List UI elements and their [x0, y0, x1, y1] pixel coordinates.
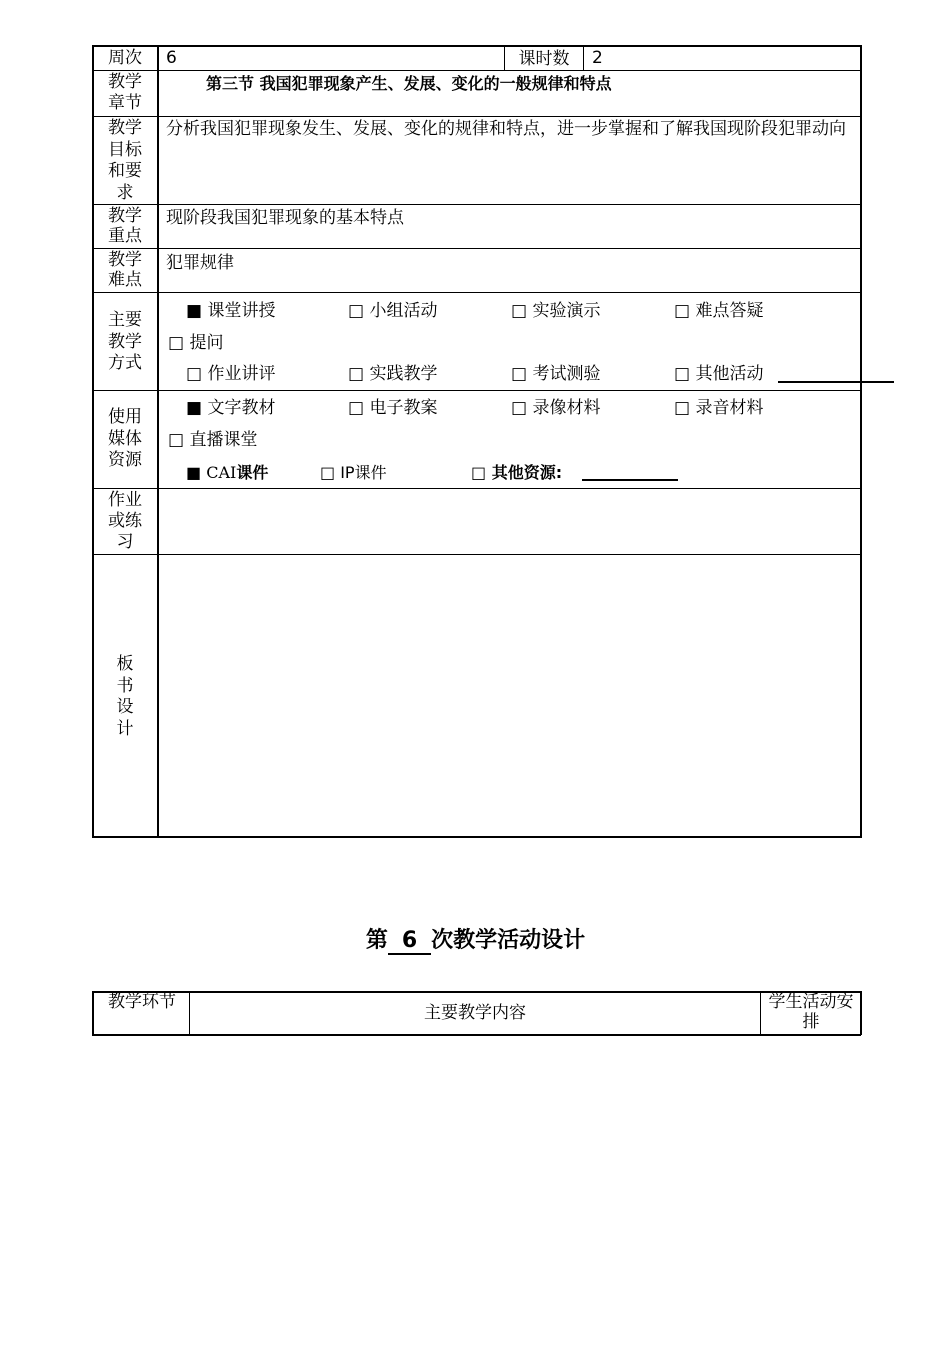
media-audio: □ 录音材料 [674, 398, 764, 418]
homework-label: 作业或练习 [108, 490, 142, 552]
method-question: □ 提问 [168, 333, 224, 353]
method-other-blank [778, 381, 894, 383]
chapter-label: 教学章节 [108, 72, 142, 113]
board-label: 板书设计 [116, 654, 134, 739]
method-qa: □ 难点答疑 [674, 301, 764, 321]
media-cai-prefix: ■ CAI [186, 463, 237, 482]
goal-value: 分析我国犯罪现象发生、发展、变化的规律和特点，进一步掌握和了解我国现阶段犯罪动向 [166, 119, 846, 139]
method-exam: □ 考试测验 [511, 364, 601, 384]
chapter-value: 第三节 我国犯罪现象产生、发展、变化的一般规律和特点 [206, 74, 612, 93]
media-other-blank [582, 479, 678, 481]
activity-col-content: 主要教学内容 [424, 1003, 526, 1023]
media-video: □ 录像材料 [511, 398, 601, 418]
key-value: 现阶段我国犯罪现象的基本特点 [166, 208, 404, 228]
activity-title-suffix: 次教学活动设计 [431, 928, 586, 953]
method-lecture: ■ 课堂讲授 [186, 301, 276, 321]
activity-col-student: 学生活动安排 [768, 992, 854, 1032]
hours-label: 课时数 [518, 49, 570, 69]
method-practice: □ 实践教学 [348, 364, 438, 384]
method-label: 主要教学方式 [108, 310, 142, 373]
method-experiment: □ 实验演示 [511, 301, 601, 321]
hours-value: 2 [592, 48, 603, 68]
week-label: 周次 [108, 48, 142, 68]
activity-number: 6 [388, 929, 431, 955]
difficulty-label: 教学难点 [108, 250, 142, 290]
difficulty-value: 犯罪规律 [166, 253, 234, 273]
activity-col-stage: 教学环节 [108, 992, 176, 1012]
week-value: 6 [166, 48, 177, 68]
media-other: □ 其他资源: [471, 463, 563, 482]
media-textbook: ■ 文字教材 [186, 398, 276, 418]
media-cai [186, 462, 268, 484]
method-homework-review: □ 作业讲评 [186, 364, 276, 384]
activity-title [0, 926, 951, 956]
media-ip: □ IP课件 [320, 463, 387, 482]
media-live: □ 直播课堂 [168, 430, 258, 450]
media-label: 使用媒体资源 [108, 407, 142, 470]
method-group: □ 小组活动 [348, 301, 438, 321]
activity-title-prefix: 第 [365, 928, 388, 953]
method-other: □ 其他活动 [674, 364, 764, 384]
media-cai-suffix: 课件 [236, 463, 269, 482]
key-label: 教学重点 [108, 206, 142, 246]
goal-label: 教学目标和要求 [108, 118, 142, 203]
media-e-lesson: □ 电子教案 [348, 398, 438, 418]
